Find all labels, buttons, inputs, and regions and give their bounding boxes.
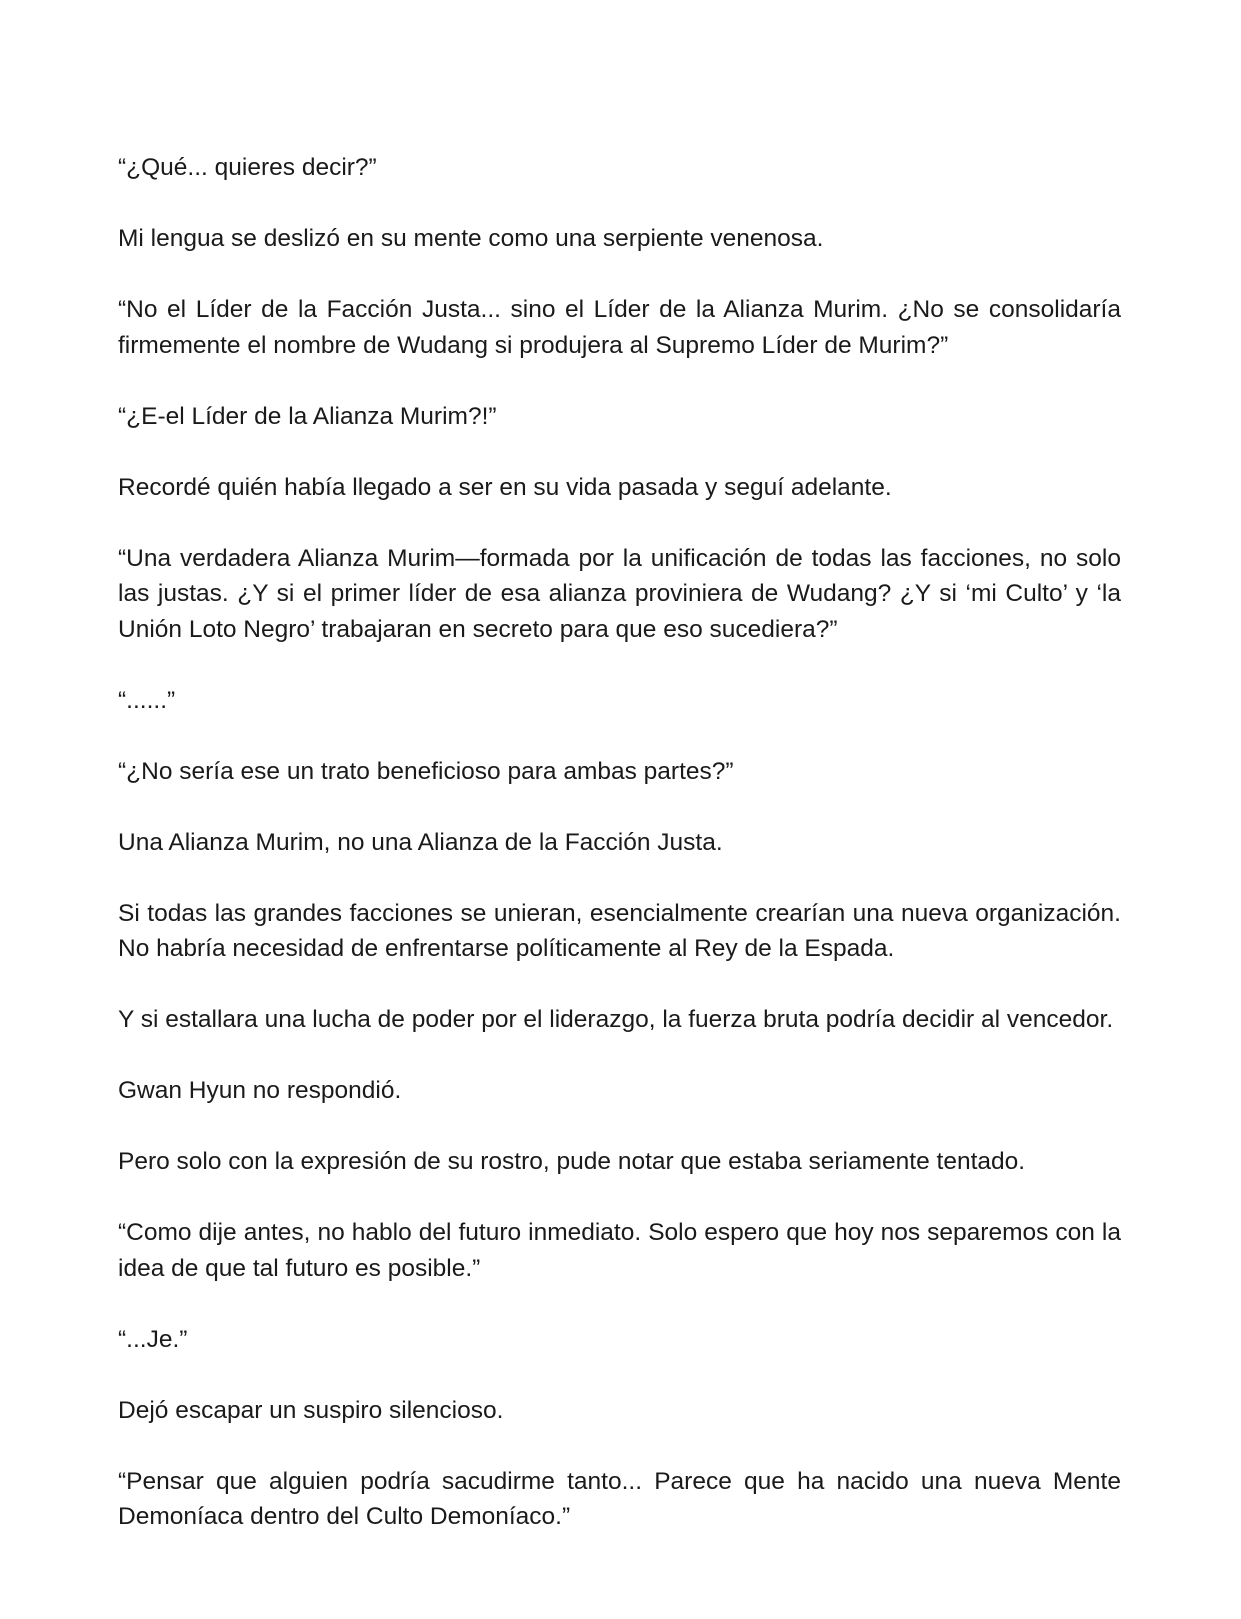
paragraph-11: Y si estallara una lucha de poder por el liderazgo, la fuerza bruta podría decidir al vencedor.	[118, 1006, 1114, 1033]
paragraph-3: “No el Líder de la Facción Justa... sino el Líder de la Alianza Murim. ¿No se consolidaría firmemente el nombre de Wudang si produjera al Supremo Líder de Murim?”	[118, 296, 1121, 359]
paragraph-10: Si todas las grandes facciones se unieran, esencialmente crearían una nueva organización. No habría necesidad de enfrentarse políticamente al Rey de la Espada.	[118, 899, 1121, 962]
paragraph-7: “......”	[118, 686, 176, 714]
paragraph-12: Gwan Hyun no respondió.	[118, 1077, 402, 1104]
paragraph-8: “¿No sería ese un trato beneficioso para ambas partes?”	[118, 757, 734, 785]
paragraph-15: “...Je.”	[118, 1325, 188, 1353]
paragraph-4: “¿E-el Líder de la Alianza Murim?!”	[118, 402, 497, 430]
paragraph-17: “Pensar que alguien podría sacudirme tanto... Parece que ha nacido una nueva Mente Demoníaca dentro del Culto Demoníaco.”	[118, 1467, 1121, 1530]
paragraph-16: Dejó escapar un suspiro silencioso.	[118, 1396, 504, 1424]
paragraph-6: “Una verdadera Alianza Murim—formada por la unificación de todas las facciones, no solo las justas. ¿Y si el primer líder de esa alianza proviniera de Wudang? ¿Y si ‘mi Culto’ y ‘la Unión Loto Negro’ trabajaran en secreto para que eso sucediera?”	[118, 544, 1121, 643]
paragraph-1: “¿Qué... quieres decir?”	[118, 154, 377, 181]
paragraph-13: Pero solo con la expresión de su rostro, pude notar que estaba seriamente tentado.	[118, 1148, 1026, 1175]
paragraph-5: Recordé quién había llegado a ser en su vida pasada y seguí adelante.	[118, 473, 892, 501]
paragraph-14: “Como dije antes, no hablo del futuro inmediato. Solo espero que hoy nos separemos con la idea de que tal futuro es posible.”	[118, 1219, 1121, 1282]
document-page	[118, 150, 1121, 1535]
paragraph-9: Una Alianza Murim, no una Alianza de la Facción Justa.	[118, 828, 723, 856]
paragraph-2: Mi lengua se deslizó en su mente como una serpiente venenosa.	[118, 225, 824, 252]
